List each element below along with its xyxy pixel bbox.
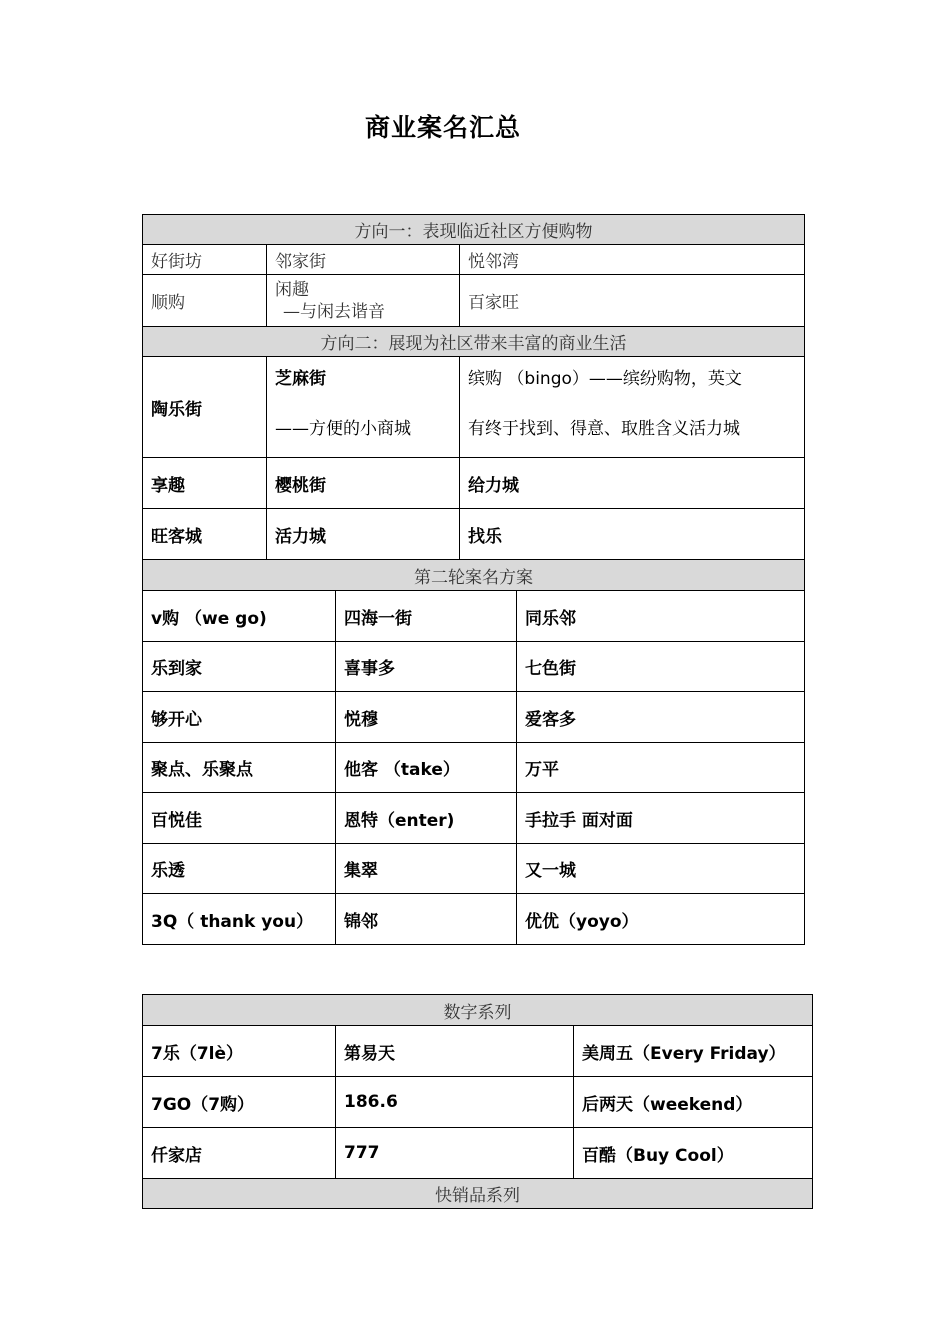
table-row (143, 458, 805, 509)
table-cell: 够开心 (143, 692, 336, 743)
table-cell: 邻家街 (267, 245, 460, 275)
table-cell: 万平 (517, 743, 805, 793)
table-row (143, 894, 805, 945)
table-row (143, 743, 805, 793)
table-cell: 7GO（7购） (143, 1077, 336, 1128)
table-row (143, 642, 805, 692)
table-cell: 找乐 (460, 509, 805, 560)
table-cell: 旺客城 (143, 509, 267, 560)
table-cell: 乐透 (143, 844, 336, 894)
table-row (143, 1128, 813, 1179)
cell-text: 缤购 （bingo）——缤纷购物，英文 (468, 369, 742, 389)
table-cell: v购 （we go) (143, 591, 336, 642)
table-cell: 喜事多 (336, 642, 517, 692)
page-title: 商业案名汇总 (364, 113, 521, 142)
table-cell: 享趣 (143, 458, 267, 509)
table-cell: 恩特（enter) (336, 793, 517, 844)
table-cell: 乐到家 (143, 642, 336, 692)
table-cell: 悦穆 (336, 692, 517, 743)
table-cell: 百悦佳 (143, 793, 336, 844)
table-cell: 百酷（Buy Cool） (574, 1128, 813, 1179)
table-row (143, 793, 805, 844)
table-row (143, 591, 805, 642)
table-cell (267, 357, 460, 458)
cell-note: —与闲去谐音 (283, 301, 385, 322)
section-header-round-2: 第二轮案名方案 (143, 560, 805, 591)
table-row (143, 844, 805, 894)
table-cell: 顺购 (143, 275, 267, 327)
table-cell: 7乐（7lè） (143, 1026, 336, 1077)
table-cell: 给力城 (460, 458, 805, 509)
table-cell: 锦邻 (336, 894, 517, 945)
table-cell: 777 (336, 1128, 574, 1179)
table-row (143, 1077, 813, 1128)
table-cell: 后两天（weekend） (574, 1077, 813, 1128)
cell-line: 芝麻街 (275, 369, 326, 389)
table-cell (267, 275, 460, 327)
table-row (143, 1026, 813, 1077)
case-name-table-1 (142, 214, 805, 945)
section-header-direction-1: 方向一：表现临近社区方便购物 (143, 215, 805, 245)
table-row (143, 509, 805, 560)
table-cell: 百家旺 (460, 275, 805, 327)
table-cell: 陶乐街 (143, 357, 267, 458)
case-name-table-2 (142, 994, 813, 1209)
table-cell: 手拉手 面对面 (517, 793, 805, 844)
table-cell: 樱桃街 (267, 458, 460, 509)
table-cell (460, 357, 805, 458)
cell-line (468, 357, 796, 407)
table-cell: 又一城 (517, 844, 805, 894)
cell-note: 有终于找到、得意、取胜含义活力城 (468, 419, 740, 439)
table-cell: 优优（yoyo） (517, 894, 805, 945)
section-header-numbers: 数字系列 (143, 995, 813, 1026)
section-header-fmcg: 快销品系列 (143, 1179, 813, 1209)
section-header-direction-2: 方向二：展现为社区带来丰富的商业生活 (143, 327, 805, 357)
cell-line: 闲趣 (275, 279, 309, 300)
table-cell: 同乐邻 (517, 591, 805, 642)
table-cell: 美周五（Every Friday） (574, 1026, 813, 1077)
table-cell: 第易天 (336, 1026, 574, 1077)
table-cell: 活力城 (267, 509, 460, 560)
table-cell: 聚点、乐聚点 (143, 743, 336, 793)
table-row (143, 275, 805, 327)
table-cell: 他客 （take） (336, 743, 517, 793)
table-row (143, 692, 805, 743)
table-cell: 爱客多 (517, 692, 805, 743)
cell-note: ——方便的小商城 (275, 419, 411, 439)
table-cell: 悦邻湾 (460, 245, 805, 275)
table-cell: 集翠 (336, 844, 517, 894)
table-row (143, 245, 805, 275)
table-cell: 仟家店 (143, 1128, 336, 1179)
table-row (143, 357, 805, 458)
table-cell: 四海一街 (336, 591, 517, 642)
table-cell: 3Q（ thank you） (143, 894, 336, 945)
table-cell: 七色街 (517, 642, 805, 692)
table-cell: 好街坊 (143, 245, 267, 275)
table-cell: 186.6 (336, 1077, 574, 1128)
